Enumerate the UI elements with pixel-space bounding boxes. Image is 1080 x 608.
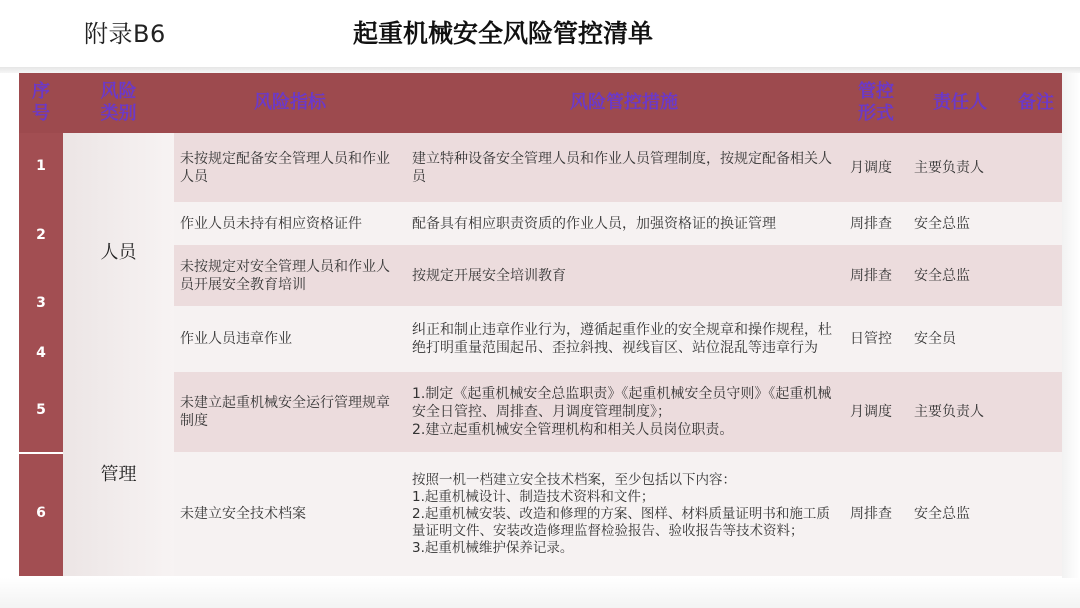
row-index: 2 — [36, 227, 46, 243]
risk-indicator: 未按规定对安全管理人员和作业人员开展安全教育培训 — [180, 258, 390, 293]
row-index: 5 — [36, 402, 46, 418]
table-row — [174, 452, 1062, 576]
col-header-indicator: 风险指标 — [174, 73, 406, 133]
risk-indicator: 作业人员违章作业 — [180, 331, 292, 347]
risk-indicator: 作业人员未持有相应资格证件 — [180, 215, 362, 232]
col-header-measures: 风险管控措施 — [406, 73, 842, 133]
control-form: 周排查 — [850, 267, 892, 284]
col-header-responsible: 责任人 — [910, 73, 1010, 133]
col-header-remarks: 备注 — [1010, 73, 1062, 133]
responsible-person: 安全总监 — [914, 506, 970, 522]
page-bottom-shadow — [0, 578, 1080, 608]
col-header-index: 序 号 — [19, 73, 63, 133]
table-row — [174, 306, 1062, 372]
row-index: 3 — [36, 295, 46, 311]
control-form: 周排查 — [850, 506, 892, 522]
risk-indicator: 未按规定配备安全管理人员和作业人员 — [180, 150, 390, 185]
risk-indicator: 未建立起重机械安全运行管理规章制度 — [180, 395, 390, 429]
table-row — [174, 372, 1062, 452]
control-measure: 配备具有相应职责资质的作业人员，加强资格证的换证管理 — [412, 215, 776, 232]
control-measure: 纠正和制止违章作业行为，遵循起重作业的安全规章和操作规程，杜绝打明重量范围起吊、歪拉斜拽、视线盲区、站位混乱等违章行为 — [412, 322, 832, 356]
page-edge-shadow — [1062, 73, 1080, 608]
table-row — [174, 202, 1062, 245]
control-measure: 按照一机一档建立安全技术档案，至少包括以下内容： 1.起重机械设计、制造技术资料和文件； 2.起重机械安装、改造和修理的方案、图样、材料质量证明书和施工质量证明文件、安装改造修理监督检验报告、验收报告等技术资料； 3.起重机械维护保养记录。 — [412, 471, 830, 556]
control-form: 周排查 — [850, 215, 892, 232]
index-divider — [19, 452, 63, 454]
table-row — [174, 245, 1062, 306]
control-measure: 1.制定《起重机械安全总监职责》《起重机械安全员守则》《起重机械安全日管控、周排查、月调度管理制度》； 2.建立起重机械安全管理机构和相关人员岗位职责。 — [412, 386, 832, 438]
category-personnel: 人员 — [100, 242, 137, 263]
control-measure: 按规定开展安全培训教育 — [412, 267, 566, 284]
row-index: 4 — [36, 345, 46, 361]
responsible-person: 安全员 — [914, 331, 956, 347]
category-management: 管理 — [100, 464, 137, 485]
responsible-person: 主要负责人 — [914, 159, 984, 176]
control-form: 日管控 — [850, 331, 892, 347]
page-title: 起重机械安全风险管控清单 — [353, 19, 654, 48]
row-index: 1 — [36, 158, 46, 174]
control-form: 月调度 — [850, 404, 892, 420]
appendix-label: 附录B6 — [84, 20, 166, 48]
responsible-person: 主要负责人 — [914, 404, 984, 420]
risk-indicator: 未建立安全技术档案 — [180, 506, 306, 522]
row-index: 6 — [36, 505, 46, 521]
responsible-person: 安全总监 — [914, 267, 970, 284]
table-row — [174, 133, 1062, 202]
control-measure: 建立特种设备安全管理人员和作业人员管理制度，按规定配备相关人员 — [412, 150, 832, 185]
category-column — [63, 133, 174, 576]
responsible-person: 安全总监 — [914, 215, 970, 232]
col-header-category: 风险 类别 — [63, 73, 174, 133]
col-header-form: 管控 形式 — [842, 73, 910, 133]
control-form: 月调度 — [850, 159, 892, 176]
